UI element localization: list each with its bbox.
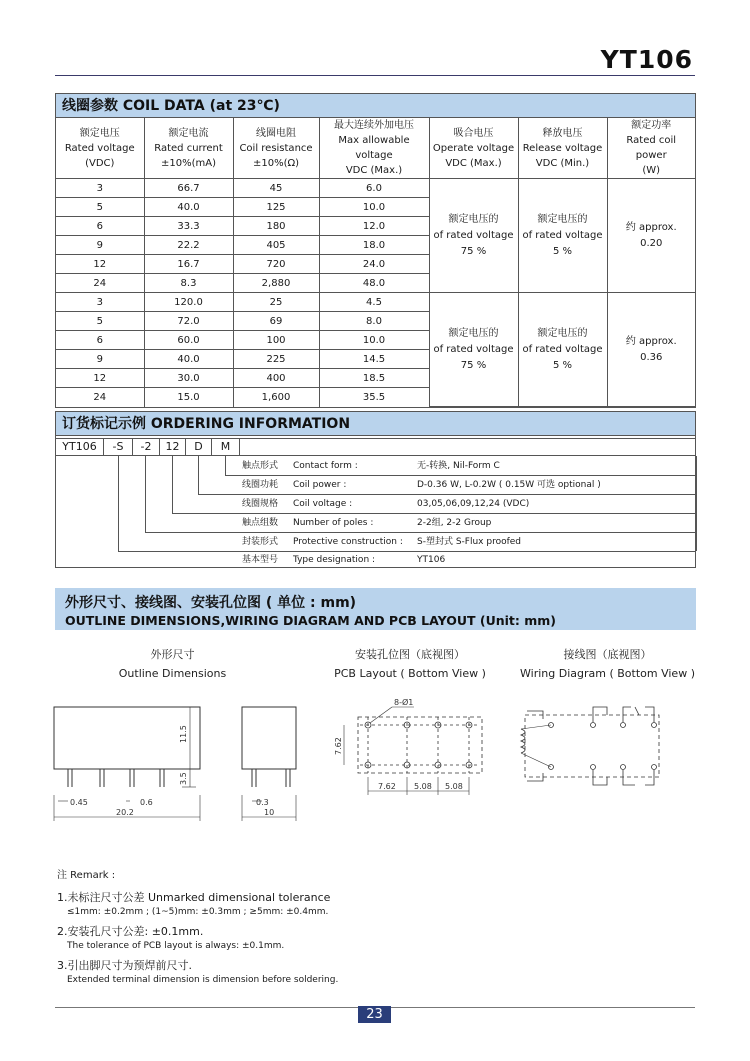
table-row	[56, 179, 695, 198]
ordering-diagram	[56, 436, 695, 568]
table-cell: 69	[233, 312, 319, 331]
table-cell: 5	[56, 198, 144, 217]
table-cell: 16.7	[144, 255, 233, 274]
remark-item: 1.未标注尺寸公差 Unmarked dimensional tolerance	[57, 891, 331, 904]
table-cell: 72.0	[144, 312, 233, 331]
coil-release-cell: 额定电压的 of rated voltage 5 %	[518, 293, 607, 407]
dim-pin-width-2: 0.6	[140, 798, 153, 807]
table-cell: 6	[56, 217, 144, 236]
table-cell: 66.7	[144, 179, 233, 198]
coil-header-cell: 最大连续外加电压 Max allowable voltage VDC (Max.)	[319, 118, 429, 179]
table-cell: 100	[233, 331, 319, 350]
table-cell: 4.5	[319, 293, 429, 312]
table-cell: 14.5	[319, 350, 429, 369]
table-cell: 8.0	[319, 312, 429, 331]
outline-caption: 外形尺寸 Outline Dimensions	[118, 648, 227, 680]
pcb-layout-drawing	[330, 695, 490, 805]
table-cell: 3	[56, 179, 144, 198]
coil-release-cell: 额定电压的 of rated voltage 5 %	[518, 179, 607, 293]
ordering-section	[55, 411, 696, 568]
ordering-title: 订货标记示例 ORDERING INFORMATION	[56, 412, 695, 436]
table-cell: 40.0	[144, 198, 233, 217]
table-cell: 48.0	[319, 274, 429, 293]
table-cell: 24	[56, 274, 144, 293]
ordering-row: 线圈功耗 Coil power : D-0.36 W, L-0.2W ( 0.15W 可选 optional )	[242, 480, 601, 490]
dim-thickness: 0.3	[256, 798, 269, 807]
table-cell: 720	[233, 255, 319, 274]
table-cell: 24	[56, 388, 144, 407]
coil-power-cell: 约 approx. 0.36	[607, 293, 695, 407]
outline-dimensions-drawing	[50, 695, 310, 825]
table-cell: 12	[56, 255, 144, 274]
table-cell: 3	[56, 293, 144, 312]
table-cell: 120.0	[144, 293, 233, 312]
table-cell: 30.0	[144, 369, 233, 388]
coil-header-cell: 线圈电阻 Coil resistance ±10%(Ω)	[233, 118, 319, 179]
remark-detail: ≤1mm: ±0.2mm ; (1~5)mm: ±0.3mm ; ≥5mm: ±0.4mm.	[67, 907, 329, 917]
pcb-pitch-1: 7.62	[378, 782, 396, 791]
remark-detail: Extended terminal dimension is dimension before soldering.	[67, 975, 339, 985]
coil-data-section	[55, 93, 696, 408]
remark-item: 2.安装孔尺寸公差: ±0.1mm.	[57, 925, 204, 938]
outline-title-cn: 外形尺寸、接线图、安装孔位图 ( 单位 : mm)	[65, 595, 357, 611]
coil-data-table	[56, 118, 695, 407]
pcb-pitch-vertical: 7.62	[334, 737, 343, 755]
coil-header-row	[56, 118, 695, 179]
remarks-title: 注 Remark :	[57, 870, 116, 881]
table-cell: 24.0	[319, 255, 429, 274]
dim-pin-length: 3.5	[179, 772, 188, 785]
table-cell: 35.5	[319, 388, 429, 407]
coil-header-cell: 额定电流 Rated current ±10%(mA)	[144, 118, 233, 179]
table-cell: 405	[233, 236, 319, 255]
dim-pin-width-1: 0.45	[70, 798, 88, 807]
table-cell: 18.5	[319, 369, 429, 388]
code-poles: -2	[132, 438, 160, 456]
table-cell: 12	[56, 369, 144, 388]
wiring-caption: 接线图（底视图） Wiring Diagram ( Bottom View )	[520, 648, 695, 680]
pcb-caption: 安装孔位图（底视图） PCB Layout ( Bottom View )	[334, 648, 486, 680]
table-cell: 8.3	[144, 274, 233, 293]
table-cell: 9	[56, 236, 144, 255]
code-type: YT106	[56, 438, 104, 456]
code-construction: -S	[103, 438, 133, 456]
table-cell: 6.0	[319, 179, 429, 198]
table-cell: 1,600	[233, 388, 319, 407]
table-cell: 125	[233, 198, 319, 217]
code-voltage: 12	[159, 438, 186, 456]
remarks-block	[57, 866, 687, 985]
code-power: D	[185, 438, 212, 456]
pcb-holes-label: 8-Ø1	[394, 698, 414, 707]
ordering-row: 触点组数 Number of poles : 2-2组, 2-2 Group	[242, 518, 492, 528]
coil-power-cell: 约 approx. 0.20	[607, 179, 695, 293]
table-cell: 18.0	[319, 236, 429, 255]
table-cell: 5	[56, 312, 144, 331]
pcb-pitch-3: 5.08	[445, 782, 463, 791]
outline-section-title	[55, 588, 696, 630]
table-cell: 2,880	[233, 274, 319, 293]
table-cell: 15.0	[144, 388, 233, 407]
ordering-row: 封装形式 Protective construction : S-塑封式 S-Flux proofed	[242, 537, 521, 547]
table-cell: 40.0	[144, 350, 233, 369]
title-rule	[55, 75, 695, 76]
table-cell: 33.3	[144, 217, 233, 236]
table-cell: 12.0	[319, 217, 429, 236]
wiring-diagram-drawing	[515, 695, 675, 795]
table-cell: 400	[233, 369, 319, 388]
coil-header-cell: 额定功率 Rated coil power (W)	[607, 118, 695, 179]
table-cell: 25	[233, 293, 319, 312]
code-tail	[239, 438, 696, 456]
table-cell: 60.0	[144, 331, 233, 350]
remark-detail: The tolerance of PCB layout is always: ±0.1mm.	[67, 941, 285, 951]
coil-operate-cell: 额定电压的 of rated voltage 75 %	[429, 179, 518, 293]
pcb-pitch-2: 5.08	[414, 782, 432, 791]
coil-header-cell: 额定电压 Rated voltage (VDC)	[56, 118, 144, 179]
code-contact: M	[211, 438, 240, 456]
table-row	[56, 293, 695, 312]
outline-title-en: OUTLINE DIMENSIONS,WIRING DIAGRAM AND PCB LAYOUT (Unit: mm)	[65, 613, 556, 628]
table-cell: 22.2	[144, 236, 233, 255]
table-cell: 10.0	[319, 331, 429, 350]
page-title: YT106	[600, 45, 693, 74]
table-cell: 6	[56, 331, 144, 350]
table-cell: 45	[233, 179, 319, 198]
table-cell: 225	[233, 350, 319, 369]
table-cell: 10.0	[319, 198, 429, 217]
table-cell: 180	[233, 217, 319, 236]
ordering-row: 线圈规格 Coil voltage : 03,05,06,09,12,24 (VDC)	[242, 499, 530, 509]
table-cell: 9	[56, 350, 144, 369]
coil-header-cell: 释放电压 Release voltage VDC (Min.)	[518, 118, 607, 179]
remark-item: 3.引出脚尺寸为预焊前尺寸.	[57, 959, 192, 972]
ordering-row: 基本型号 Type designation : YT106	[242, 555, 446, 565]
leader-right	[696, 456, 697, 551]
dim-length: 20.2	[116, 808, 134, 817]
dim-width: 10	[264, 808, 275, 817]
coil-header-cell: 吸合电压 Operate voltage VDC (Max.)	[429, 118, 518, 179]
coil-operate-cell: 额定电压的 of rated voltage 75 %	[429, 293, 518, 407]
coil-data-title: 线圈参数 COIL DATA (at 23℃)	[56, 94, 695, 118]
ordering-row: 触点形式 Contact form : 无-转换, Nil-Form C	[242, 461, 500, 471]
dim-height: 11.5	[179, 725, 188, 743]
page-number: 23	[358, 1006, 391, 1023]
